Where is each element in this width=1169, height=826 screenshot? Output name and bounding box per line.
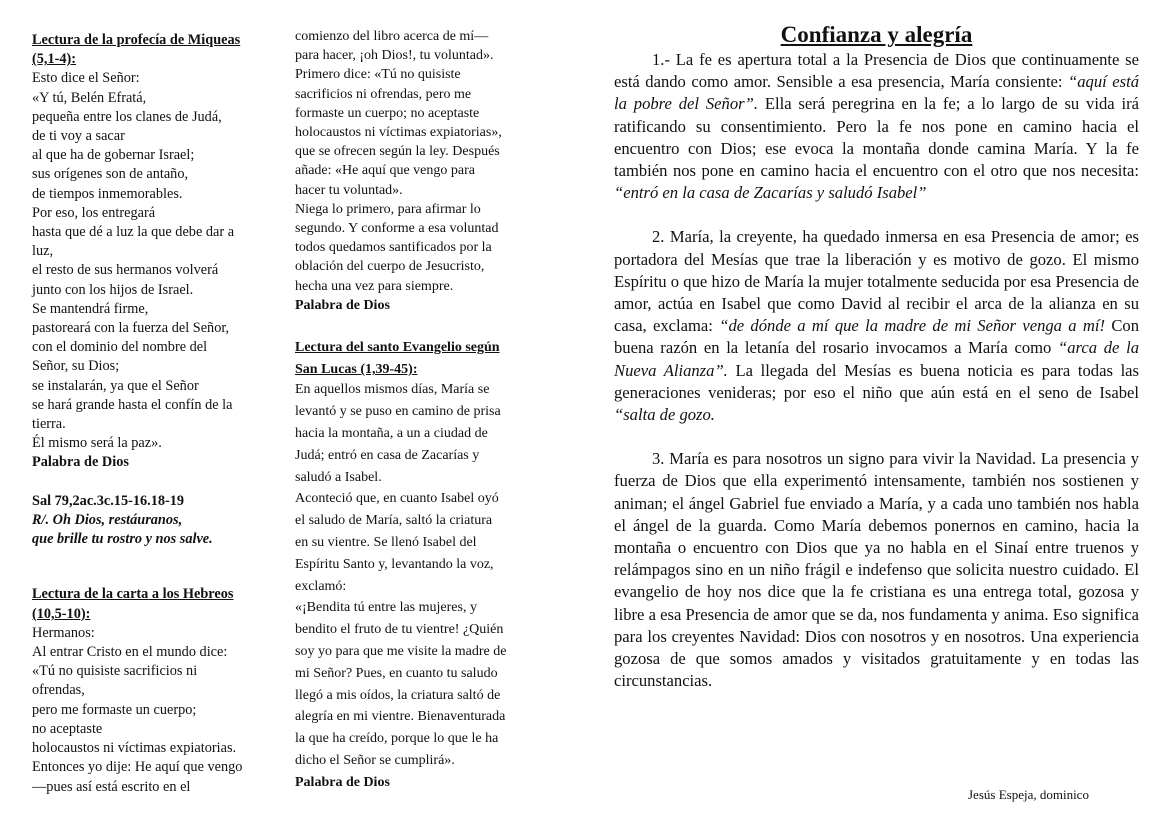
gospel-line: en su vientre. Se llenó Isabel del <box>295 535 477 551</box>
author-signature: Jesús Espeja, dominico <box>968 787 1089 802</box>
quote-text: “arca de la Nueva Alianza”. <box>614 338 1139 380</box>
reading1-line: se hará grande hasta el confín de la <box>32 396 233 413</box>
gospel-line: Espíritu Santo y, levantando la voz, <box>295 556 494 572</box>
gospel-line: soy yo para que me visite la madre de <box>295 644 507 660</box>
gospel-line: el saludo de María, saltó la criatura <box>295 513 493 529</box>
gospel-line: exclamó: <box>295 578 347 594</box>
reading2-heading-line2: (10,5-10): <box>32 605 91 622</box>
spacer <box>614 426 1139 448</box>
gospel-line: levantó y se puso en camino de prisa <box>295 404 501 420</box>
reading2-line: Entonces yo dije: He aquí que vengo <box>32 759 243 776</box>
reading1-line: Señor, su Dios; <box>32 358 120 375</box>
psalm-reference: Sal 79,2ac.3c.15-16.18-19 <box>32 492 185 509</box>
reading2-heading-line1: Lectura de la carta a los Hebreos <box>32 586 234 603</box>
reading2-line: «Tú no quisiste sacrificios ni <box>32 663 198 680</box>
gospel-line: hacia la montaña, a un a ciudad de <box>295 426 488 442</box>
reading2-cont-line: holocaustos ni víctimas expiatorias», <box>295 125 502 141</box>
reading1-line: luz, <box>32 243 54 260</box>
gospel-body <box>295 379 550 793</box>
gospel-heading-line2: San Lucas (1,39-45): <box>295 362 418 378</box>
reading2-cont-line: que se ofrecen según la ley. Después <box>295 144 500 160</box>
gospel-line: En aquellos mismos días, María se <box>295 382 490 398</box>
reading1-line: pastoreará con la fuerza del Señor, <box>32 320 230 337</box>
reading2-cont-line: Primero dice: «Tú no quisiste <box>295 67 461 83</box>
gospel-line: la que ha creído, porque lo que le ha <box>295 731 499 747</box>
reading1-line: junto con los hijos de Israel. <box>32 281 194 298</box>
reading2-cont-line: segundo. Y conforme a esa voluntad <box>295 221 499 237</box>
psalm-response-line2: que brille tu rostro y nos salve. <box>32 531 213 548</box>
reading2-cont-line: comienzo del libro acerca de mí— <box>295 29 489 44</box>
quote-text: “salta de gozo. <box>614 405 715 425</box>
reading2-line: no aceptaste <box>32 720 103 737</box>
paragraph-text: Ella será peregrina en la fe; a lo largo de su vida irá ratificando su consentimiento. Pero la fe nos pone en camino hacia el encuentro con Dios; ese evoca la montaña donde camina María. Y la fe también nos pone en camino hacia el encuentro con el otro que nos necesita: <box>614 94 1139 181</box>
gospel-line: llegó a mis oídos, la criatura saltó de <box>295 687 501 703</box>
reading2-cont-line: Niega lo primero, para afirmar lo <box>295 201 481 217</box>
reading1-line: Esto dice el Señor: <box>32 70 140 87</box>
spacer <box>295 315 550 338</box>
gospel-line: dicho el Señor se cumplirá». <box>295 753 455 768</box>
reading2-cont-line: hecha una vez para siempre. <box>295 278 454 294</box>
paragraph-text: La llegada del Mesías es buena noticia es para todas las generaciones venideras; por eso el niño que aún está en el seno de Isabel <box>614 360 1140 402</box>
reading1-line: se instalarán, ya que el Señor <box>32 377 199 394</box>
reading2-line: Al entrar Cristo en el mundo dice: <box>32 644 228 661</box>
readings-column-2 <box>295 27 550 794</box>
reading1-line: Él mismo será la paz». <box>32 435 162 452</box>
paragraph-text: 2. María, la creyente, ha quedado inmersa en esa Presencia de amor; es portadora del Mesías que trae la liberación y es motivo de gozo. El mismo Espíritu o que hizo de María la mujer totalmente seducida por esa Presencia de amor, actúa en Isabel que como David al recibir el arca de la alianza en su casa, exclama: <box>614 227 1139 336</box>
psalm-response-line1: R/. Oh Dios, restáuranos, <box>32 512 183 529</box>
reading1-line: el resto de sus hermanos volverá <box>32 262 219 279</box>
reflection-title: Confianza y alegría <box>780 22 973 47</box>
reading1-line: hasta que dé a luz la que debe dar a <box>32 224 235 241</box>
reading1-line: «Y tú, Belén Efratá, <box>32 89 147 106</box>
word-of-god-label: Palabra de Dios <box>32 454 129 471</box>
reading1-line: de ti voy a sacar <box>32 128 125 145</box>
reading2-cont-line: para hacer, ¡oh Dios!, tu voluntad». <box>295 48 494 64</box>
spacer <box>32 473 277 492</box>
quote-text: “de dónde a mí que la madre de mi Señor venga a mí! <box>719 316 1106 336</box>
reading1-line: al que ha de gobernar Israel; <box>32 147 195 164</box>
spacer <box>32 549 277 585</box>
gospel-line: saludó a Isabel. <box>295 469 382 485</box>
reading1-line: con el dominio del nombre del <box>32 339 208 356</box>
gospel-line: Aconteció que, en cuanto Isabel oyó <box>295 491 499 507</box>
reflection-paragraph-1 <box>614 49 1139 204</box>
reading2-cont-line: formaste un cuerpo; no aceptaste <box>295 105 480 121</box>
readings-column-1 <box>32 31 277 797</box>
spacer <box>614 204 1139 226</box>
reading2-cont-line: hacer tu voluntad». <box>295 182 403 198</box>
reading1-heading-line1: Lectura de la profecía de Miqueas <box>32 32 241 48</box>
quote-text: “entró en la casa de Zacarías y saludó Isabel” <box>614 183 927 203</box>
reading2-cont-line: sacrificios ni ofrendas, pero me <box>295 86 472 102</box>
gospel-line: Judá; entró en casa de Zacarías y <box>295 447 480 463</box>
reading2-line: holocaustos ni víctimas expiatorias. <box>32 740 237 757</box>
word-of-god-label: Palabra de Dios <box>295 774 390 790</box>
gospel-line: «¡Bendita tú entre las mujeres, y <box>295 600 477 616</box>
reading2-cont-line: oblación del cuerpo de Jesucristo, <box>295 259 485 275</box>
reading2-line: pero me formaste un cuerpo; <box>32 701 197 718</box>
reflection-column <box>614 22 1139 692</box>
reading1-heading-line2: (5,1-4): <box>32 51 77 68</box>
reading2-line: —pues así está escrito en el <box>32 778 191 795</box>
reading1-line: Por eso, los entregará <box>32 204 156 221</box>
reading1-line: tierra. <box>32 416 66 433</box>
gospel-line: alegría en mi vientre. Bienaventurada <box>295 709 506 725</box>
reading1-line: de tiempos inmemorables. <box>32 185 183 202</box>
reflection-paragraph-2 <box>614 226 1139 426</box>
reflection-paragraph-3: 3. María es para nosotros un signo para vivir la Navidad. La presencia y fuerza de Dios que ella experimentó intensamente, también nos sostienen y animan; el ángel Gabriel fue enviado a María, y a cada uno también nos habla el ángel de la guarda. Como María debemos ponernos en camino, hacia la montaña o encuentro con Dios que ya no habla en el Sinaí entre truenos y relámpagos sino en un niño frágil e indefenso que solicita nuestro cuidado. El evangelio de hoy nos dice que la fe cristiana es una entrega total, gozosa y libre a esa Presencia de amor que se da, nos fundamenta y anima. Eso significa para los creyentes Navidad: Dios con nosotros y en nosotros. Una experiencia gozosa de que somos amados y visitados gratuitamente y en todas las circunstancias. <box>614 449 1139 691</box>
quote-text: “aquí está la pobre del Señor”. <box>614 72 1139 114</box>
reading2-line: ofrendas, <box>32 682 85 699</box>
reading2-cont-line: añade: «He aquí que vengo para <box>295 163 475 179</box>
gospel-line: bendito el fruto de tu vientre! ¿Quién <box>295 622 504 638</box>
word-of-god-label: Palabra de Dios <box>295 297 390 313</box>
reading1-line: sus orígenes son de antaño, <box>32 166 189 183</box>
reading1-line: Se mantendrá firme, <box>32 300 149 317</box>
paragraph-text: 1.- La fe es apertura total a la Presencia de Dios que continuamente se está dando como amor. Sensible a esa presencia, María consiente: <box>614 50 1139 92</box>
reading2-cont-line: todos quedamos santificados por la <box>295 240 492 256</box>
reading2-line: Hermanos: <box>32 624 95 641</box>
gospel-line: mi Señor? Pues, en cuanto tu saludo <box>295 665 498 681</box>
reading1-line: pequeña entre los clanes de Judá, <box>32 108 222 125</box>
gospel-heading-line1: Lectura del santo Evangelio según <box>295 340 500 356</box>
paragraph-text: Con buena razón en la letanía del rosario invocamos a María como <box>614 316 1139 358</box>
